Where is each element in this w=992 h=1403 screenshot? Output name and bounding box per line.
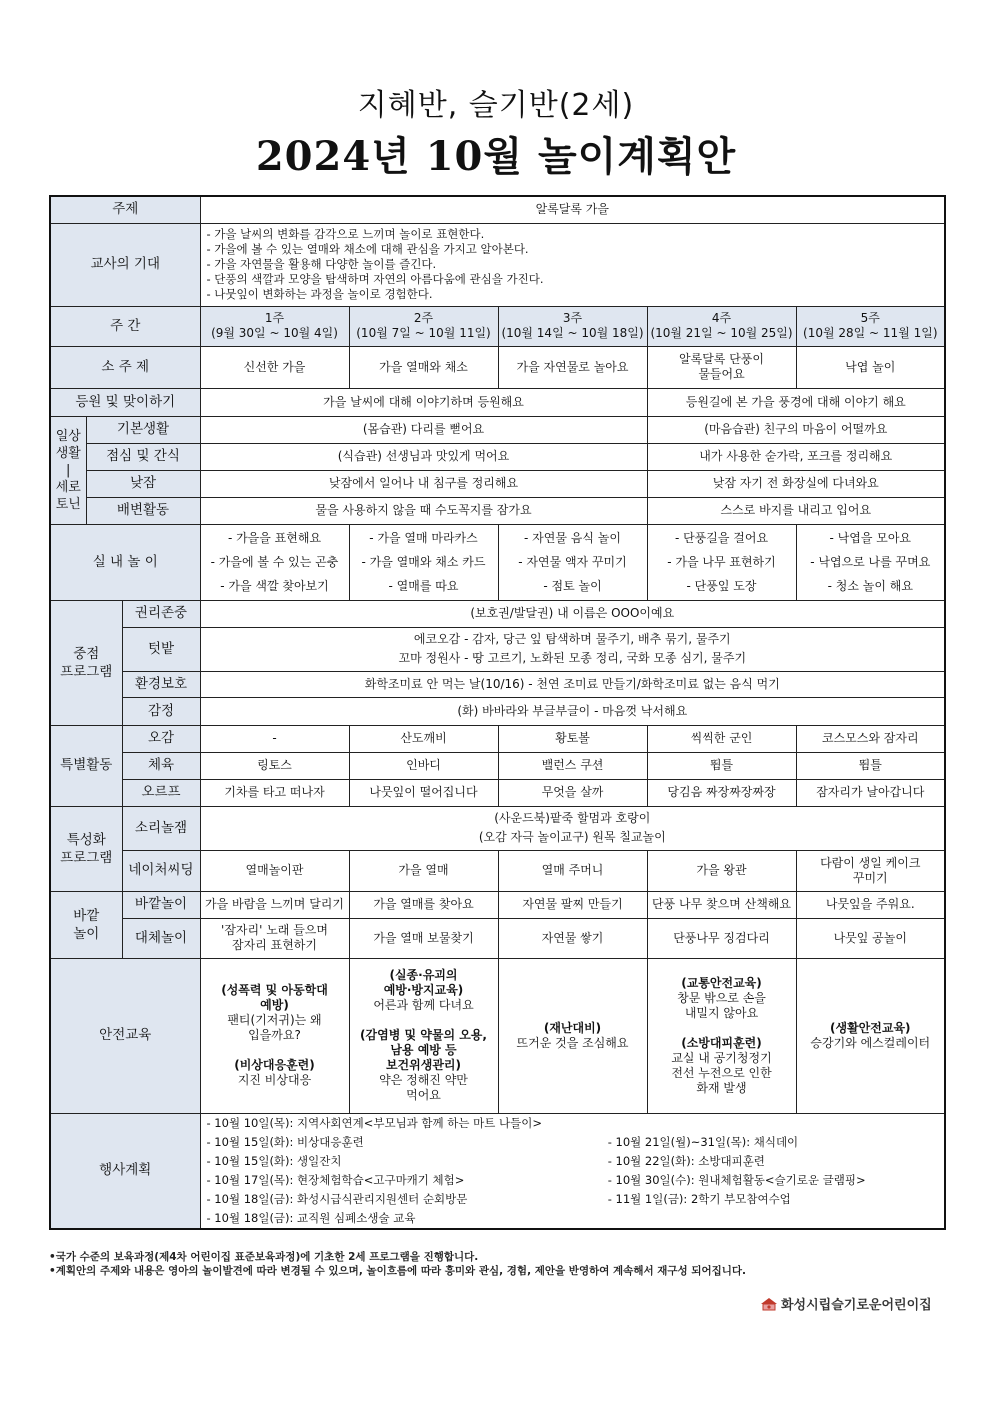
routine-a: (몸습관) 다리를 뻗어요 (200, 416, 647, 443)
focus-group-label: 중점 프로그램 (50, 600, 122, 725)
daycare-logo (760, 1294, 932, 1313)
indoor-item: - 낙엽을 모아요 (829, 531, 912, 545)
safety-line: (재난대비) (543, 1020, 602, 1035)
footnotes (49, 1250, 746, 1278)
outdoor-row (50, 891, 945, 918)
indoor-item: - 가을 나무 표현하기 (667, 555, 776, 569)
special-label: 체육 (122, 752, 200, 779)
special-label: 오르프 (122, 779, 200, 806)
special-cell: 씩씩한 군인 (647, 725, 796, 752)
expect-item: - 단풍의 색깔과 모양을 탐색하며 자연의 아름다움에 관심을 가진다. (206, 272, 544, 286)
special-cell: 기차를 타고 떠나자 (200, 779, 349, 806)
subtheme-row (50, 346, 945, 388)
indoor-item: - 가을 열매와 채소 카드 (361, 555, 486, 569)
subtheme-cell: 가을 열매와 채소 (349, 346, 498, 388)
focus-row (50, 671, 945, 697)
safety-line: 내밀지 않아요 (684, 1005, 759, 1020)
theme-label: 주제 (50, 196, 200, 223)
page-subtitle: 지혜반, 슬기반(2세) (357, 88, 635, 123)
indoor-item: - 청소 놀이 해요 (827, 579, 913, 593)
indoor-item: - 점토 놀이 (543, 579, 602, 593)
outdoor-cell: 가을 열매 보물찾기 (349, 918, 498, 958)
weeks-row (50, 306, 945, 346)
safety-line: 화재 발생 (696, 1080, 747, 1095)
special-group-label: 특별활동 (50, 725, 122, 806)
specialized-row (50, 806, 945, 850)
school-logo-icon (760, 1297, 778, 1311)
event-item: - 10월 21일(월)~31일(목): 채식데이 (607, 1134, 799, 1149)
indoor-item: - 가을 색깔 찾아보기 (220, 579, 329, 593)
outdoor-cell: '잠자리' 노래 들으며 잠자리 표현하기 (200, 918, 349, 958)
safety-line: 승강기와 에스컬레이터 (810, 1035, 931, 1050)
safety-line: 약은 정해진 약만 (379, 1073, 468, 1087)
special-label: 오감 (122, 725, 200, 752)
safety-line: 전선 누전으로 인한 (671, 1065, 772, 1080)
nature-cell: 열매 주머니 (498, 850, 647, 891)
indoor-item: - 가을 열매 마라카스 (369, 531, 478, 545)
safety-line: 어른과 함께 다녀요 (373, 998, 474, 1012)
week-name: 5주 (860, 311, 880, 325)
safety-line: (성폭력 및 아동학대 (221, 983, 328, 997)
expect-item: - 가을에 볼 수 있는 열매와 채소에 대해 관심을 가지고 알아본다. (206, 242, 529, 256)
outdoor-cell: 단풍 나무 찾으며 산책해요 (647, 891, 796, 918)
focus-label: 권리존중 (122, 600, 200, 627)
subtheme-cell: 신선한 가을 (200, 346, 349, 388)
week-name: 3주 (562, 311, 583, 325)
focus-row (50, 600, 945, 627)
indoor-item: - 단풍길을 걸어요 (674, 531, 769, 545)
routine-group-label: 일상 생활 | 세로 토닌 (50, 416, 86, 524)
outdoor-label: 바깥놀이 (122, 891, 200, 918)
focus-row (50, 627, 945, 671)
events-row (50, 1113, 945, 1229)
arrival-b: 등원길에 본 가을 풍경에 대해 이야기 해요 (647, 388, 945, 416)
week-range: (9월 30일 ~ 10월 4일) (211, 326, 338, 340)
focus-label: 감정 (122, 697, 200, 725)
safety-line: (소방대피훈련) (681, 1035, 762, 1050)
footnote: •계획안의 주제와 내용은 영아의 놀이발견에 따라 변경될 수 있으며, 놀이흐름에 따라 흥미와 관심, 경험, 제안을 반영하여 계속해서 재구성 되어집니다. (49, 1265, 747, 1277)
outdoor-cell: 나뭇잎을 주워요. (796, 891, 945, 918)
outdoor-cell: 나뭇잎 공놀이 (796, 918, 945, 958)
special-cell: 밸런스 쿠션 (498, 752, 647, 779)
safety-line: 남용 예방 등 (390, 1043, 457, 1057)
indoor-item: - 가을을 표현해요 (227, 531, 322, 545)
garden-line: 에코오감 - 감자, 당근 잎 탐색하며 물주기, 배추 묶기, 물주기 (413, 632, 731, 646)
specialized-group-label: 특성화 프로그램 (50, 806, 122, 891)
safety-line (650, 1021, 794, 1036)
indoor-item: - 자연물 액자 꾸미기 (518, 555, 627, 569)
event-item: - 11월 1일(금): 2학기 부모참여수업 (607, 1191, 791, 1206)
outdoor-group-label: 바깥 놀이 (50, 891, 122, 958)
outdoor-row (50, 918, 945, 958)
logo-text: 화성시립슬기로운어린이집 (781, 1298, 932, 1313)
theme-row (50, 196, 945, 223)
safety-line (352, 1013, 496, 1028)
routine-a: 낮잠에서 일어나 내 침구를 정리해요 (200, 470, 647, 497)
event-item: - 10월 15일(화): 생일잔치 (206, 1153, 342, 1168)
subtheme-cell: 낙엽 놀이 (796, 346, 945, 388)
sound-line: (오감 자극 놀이교구) 원목 칠교놀이 (478, 830, 666, 844)
event-item: - 10월 17일(목): 현장체험학습<고구마캐기 체험> (206, 1172, 465, 1187)
special-cell: 무엇을 살까 (498, 779, 647, 806)
nature-cell: 다람이 생일 케이크 꾸미기 (796, 850, 945, 891)
outdoor-cell: 가을 바람을 느끼며 달리기 (200, 891, 349, 918)
special-cell: 링토스 (200, 752, 349, 779)
special-row (50, 725, 945, 752)
routine-row (50, 497, 945, 524)
special-cell: 뜀틀 (647, 752, 796, 779)
focus-label: 환경보호 (122, 671, 200, 697)
focus-row (50, 697, 945, 725)
safety-line: 팬티(기저귀)는 왜 (227, 1013, 322, 1027)
event-item: - 10월 30일(수): 원내체험활동<슬기로운 글램핑> (607, 1172, 866, 1187)
special-cell: 산도깨비 (349, 725, 498, 752)
special-row (50, 752, 945, 779)
event-item: - 10월 10일(목): 지역사회연계<부모님과 함께 하는 마트 나들이> (206, 1115, 543, 1130)
specialized-label: 네이처씨딩 (122, 850, 200, 891)
safety-line: (생활안전교육) (830, 1020, 911, 1035)
indoor-item: - 낙엽으로 나를 꾸며요 (810, 555, 931, 569)
routine-b: (마음습관) 친구의 마음이 어떨까요 (647, 416, 945, 443)
focus-env: 화학조미료 안 먹는 날(10/16) - 천연 조미료 만들기/화학조미료 없는 음식 먹기 (200, 671, 945, 697)
subtheme-cell: 가을 자연물로 놀아요 (498, 346, 647, 388)
event-item (608, 1114, 942, 1133)
special-cell: 당김음 짜장짜장짜장 (647, 779, 796, 806)
play-plan-table (49, 195, 946, 1230)
indoor-item: - 가을에 볼 수 있는 곤충 (210, 555, 339, 569)
routine-a: 물을 사용하지 않을 때 수도꼭지를 잠가요 (200, 497, 647, 524)
special-cell: 나뭇잎이 떨어집니다 (349, 779, 498, 806)
routine-b: 낮잠 자기 전 화장실에 다녀와요 (647, 470, 945, 497)
special-cell: 코스모스와 잠자리 (796, 725, 945, 752)
events-label: 행사계획 (50, 1113, 200, 1229)
outdoor-cell: 자연물 팔찌 만들기 (498, 891, 647, 918)
focus-rights: (보호권/발달권) 내 이름은 OOO이예요 (200, 600, 945, 627)
routine-label: 점심 및 간식 (86, 443, 200, 470)
safety-line (203, 1043, 347, 1058)
outdoor-cell: 가을 열매를 찾아요 (349, 891, 498, 918)
specialized-row (50, 850, 945, 891)
routine-b: 스스로 바지를 내리고 입어요 (647, 497, 945, 524)
focus-label: 텃밭 (122, 627, 200, 671)
safety-line: (교통안전교육) (681, 975, 762, 990)
safety-line: 교실 내 공기청정기 (671, 1050, 772, 1065)
special-cell: 뜀틀 (796, 752, 945, 779)
routine-row (50, 443, 945, 470)
routine-label: 배변활동 (86, 497, 200, 524)
event-item: - 10월 15일(화): 비상대응훈련 (206, 1134, 364, 1149)
nature-cell: 열매놀이판 (200, 850, 349, 891)
arrival-row (50, 388, 945, 416)
safety-row (50, 958, 945, 1113)
expect-item: - 가을 자연물을 활용해 다양한 놀이를 즐긴다. (206, 257, 437, 271)
safety-line: 예방·방지교육) (383, 983, 464, 997)
safety-line: 뜨거운 것을 조심해요 (516, 1035, 629, 1050)
special-cell: 황토볼 (498, 725, 647, 752)
event-item: - 10월 18일(금): 화성시급식관리지원센터 순회방문 (206, 1191, 468, 1206)
indoor-item: - 자연물 음식 놀이 (524, 531, 621, 545)
subtheme-cell: 알록달록 단풍이 물들어요 (647, 346, 796, 388)
week-range: (10월 14일 ~ 10월 18일) (501, 326, 644, 340)
week-name: 4주 (711, 311, 732, 325)
page-title: 2024년 10월 놀이계획안 (255, 133, 737, 180)
expect-label: 교사의 기대 (50, 223, 200, 306)
routine-label: 낮잠 (86, 470, 200, 497)
outdoor-cell: 단풍나무 징검다리 (647, 918, 796, 958)
routine-b: 내가 사용한 숟가락, 포크를 정리해요 (647, 443, 945, 470)
event-item: - 10월 18일(금): 교직원 심폐소생술 교육 (206, 1210, 416, 1225)
outdoor-label: 대체놀이 (122, 918, 200, 958)
weeks-label: 주 간 (50, 306, 200, 346)
week-name: 2주 (413, 311, 434, 325)
week-range: (10월 21일 ~ 10월 25일) (650, 326, 793, 340)
indoor-item: - 단풍잎 도장 (686, 579, 757, 593)
sound-line: (사운드북)팥죽 할멈과 호랑이 (494, 811, 651, 825)
safety-line: (감염병 및 약물의 오용, (360, 1028, 487, 1042)
theme-value: 알록달록 가을 (200, 196, 945, 223)
week-name: 1주 (264, 311, 285, 325)
expect-row (50, 223, 945, 306)
expect-item: - 나뭇잎이 변화하는 과정을 놀이로 경험한다. (206, 287, 433, 301)
safety-line: (실종·유괴의 (389, 968, 458, 982)
routine-label: 기본생활 (86, 416, 200, 443)
routine-row (50, 416, 945, 443)
nature-cell: 가을 왕관 (647, 850, 796, 891)
focus-emotion: (화) 바바라와 부글부글이 - 마음껏 낙서해요 (200, 697, 945, 725)
week-range: (10월 7일 ~ 10월 11일) (356, 326, 491, 340)
safety-line: 보건위생관리) (385, 1058, 462, 1072)
safety-line: 창문 밖으로 손을 (677, 990, 766, 1005)
special-row (50, 779, 945, 806)
arrival-label: 등원 및 맞이하기 (50, 388, 200, 416)
special-cell: - (200, 725, 349, 752)
indoor-row (50, 524, 945, 600)
safety-line: 입을까요? (248, 1028, 301, 1042)
subtheme-label: 소 주 제 (50, 346, 200, 388)
specialized-label: 소리놀잼 (122, 806, 200, 850)
indoor-item: - 열매를 따요 (388, 579, 459, 593)
expect-item: - 가을 날씨의 변화를 감각으로 느끼며 놀이로 표현한다. (206, 227, 485, 241)
outdoor-cell: 자연물 쌓기 (498, 918, 647, 958)
footnote: •국가 수준의 보육과정(제4차 어린이집 표준보육과정)에 기초한 2세 프로그램을 진행합니다. (49, 1251, 479, 1263)
garden-line: 꼬마 정원사 - 땅 고르기, 노화된 모종 정리, 국화 모종 심기, 물주기 (398, 651, 747, 665)
safety-line: 지진 비상대응 (237, 1073, 312, 1087)
routine-row (50, 470, 945, 497)
week-range: (10월 28일 ~ 11월 1일) (803, 326, 938, 340)
safety-line: (비상대응훈련) (234, 1058, 315, 1072)
safety-label: 안전교육 (50, 958, 200, 1113)
special-cell: 인바디 (349, 752, 498, 779)
safety-line: 예방) (260, 998, 289, 1012)
nature-cell: 가을 열매 (349, 850, 498, 891)
indoor-label: 실 내 놀 이 (50, 524, 200, 600)
special-cell: 잠자리가 날아갑니다 (796, 779, 945, 806)
routine-a: (식습관) 선생님과 맛있게 먹어요 (200, 443, 647, 470)
safety-line: 먹어요 (406, 1088, 441, 1102)
event-item: - 10월 22일(화): 소방대피훈련 (607, 1153, 765, 1168)
arrival-a: 가을 날씨에 대해 이야기하며 등원해요 (200, 388, 647, 416)
